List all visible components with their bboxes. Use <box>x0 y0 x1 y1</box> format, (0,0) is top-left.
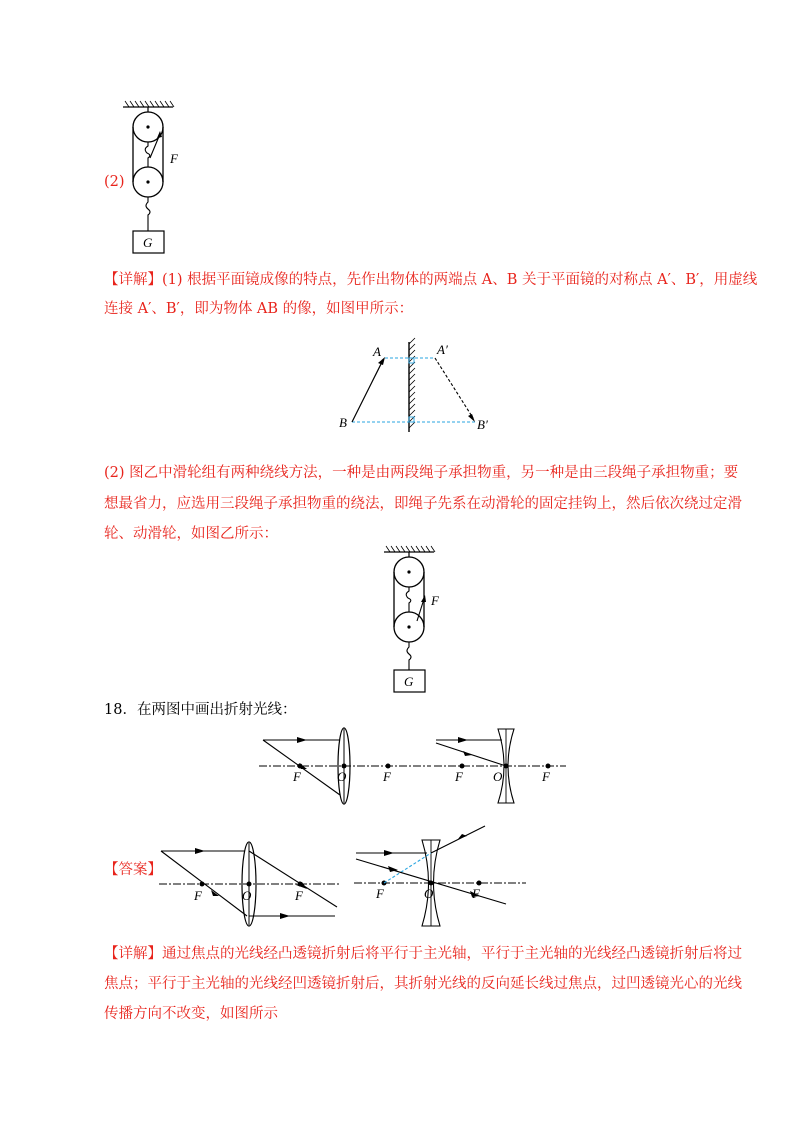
focus-label-f: F <box>455 769 463 784</box>
detail-1-line-1: 【详解】(1) 根据平面镜成像的特点，先作出物体的两端点 A、B 关于平面镜的对称点 A′、B′，用虚线 <box>104 272 758 288</box>
point-b-prime-label: B′ <box>477 417 488 432</box>
weight-label-g: G <box>143 235 153 250</box>
convex-lens-answer <box>155 838 345 928</box>
detail-2-line-3: 轮、动滑轮，如图乙所示： <box>104 526 278 542</box>
force-label-f: F <box>170 151 178 166</box>
point-a-label: A <box>373 344 381 359</box>
detail-2-line-1: (2) 图乙中滑轮组有两种绕线方法，一种是由两段绳子承担物重，另一种是由三段绳子承担物重；要 <box>104 465 739 481</box>
point-a-prime-label: A′ <box>437 342 448 357</box>
question-18-text: 18．在两图中画出折射光线： <box>104 702 297 718</box>
concave-lens-question <box>430 725 570 805</box>
focus-label-f: F <box>472 886 480 901</box>
convex-lens-question <box>255 725 435 805</box>
center-label-o: O <box>493 769 503 784</box>
focus-label-f: F <box>542 769 550 784</box>
focus-label-f: F <box>376 886 384 901</box>
force-label-f: F <box>431 593 439 608</box>
focus-label-f: F <box>194 888 202 903</box>
detail-3-line-2: 焦点；平行于主光轴的光线经凹透镜折射后，其折射光线的反向延长线过焦点，过凹透镜光心的光线 <box>104 976 742 992</box>
answer-label: 【答案】 <box>104 862 162 878</box>
focus-label-f: F <box>293 769 301 784</box>
center-label-o: O <box>424 886 434 901</box>
part-2-label: (2) <box>104 174 125 190</box>
detail-3-line-3: 传播方向不改变，如图所示 <box>104 1006 278 1022</box>
point-b-label: B <box>339 415 347 430</box>
pulley-diagram-question <box>120 98 190 258</box>
detail-1-line-2: 连接 A′、B′，即为物体 AB 的像，如图甲所示： <box>104 301 414 317</box>
focus-label-f: F <box>295 888 303 903</box>
pulley-diagram-answer <box>381 543 451 693</box>
focus-label-f: F <box>383 769 391 784</box>
plane-mirror-diagram <box>335 338 505 438</box>
concave-lens-answer <box>350 836 530 928</box>
weight-label-g: G <box>404 674 414 689</box>
center-label-o: O <box>337 769 347 784</box>
center-label-o: O <box>242 888 252 903</box>
detail-bracket: 【详解】 <box>104 272 162 288</box>
detail-3-line-1: 【详解】通过焦点的光线经凸透镜折射后将平行于主光轴，平行于主光轴的光线经凸透镜折射后将过 <box>104 946 742 962</box>
detail-2-line-2: 想最省力，应选用三段绳子承担物重的绕法，即绳子先系在动滑轮的固定挂钩上，然后依次绕过定滑 <box>104 496 742 512</box>
detail-bracket: 【详解】 <box>104 946 162 962</box>
